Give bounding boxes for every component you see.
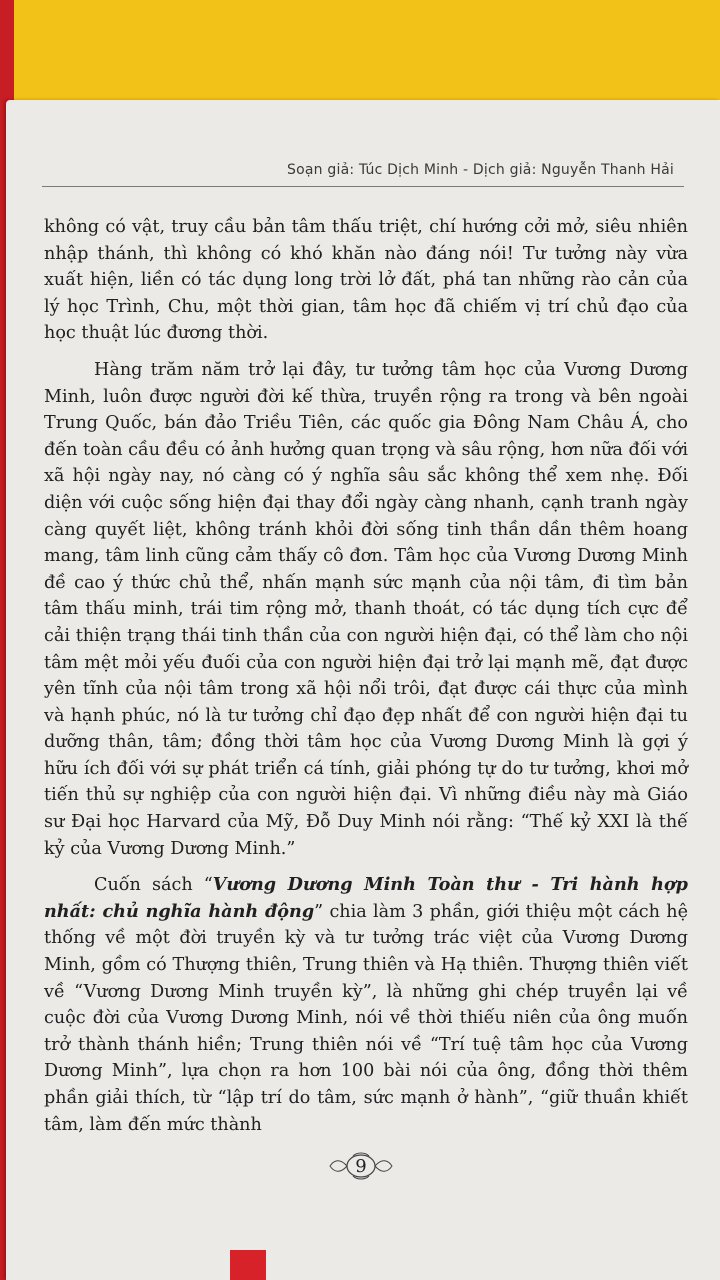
page-number <box>326 1150 396 1182</box>
book-title: Vương Dương Minh Toàn thư - Tri hành hợp nhất: chủ nghĩa hành động <box>44 874 688 922</box>
paragraph-1: không có vật, truy cầu bản tâm thấu triệt, chí hướng cởi mở, siêu nhiên nhập thánh, thì không có khó khăn nào đáng nói! Tư tưởng này vừa xuất hiện, liền có tác dụng long trời lở đất, phá tan những rào cản của lý học Trình, Chu, một thời gian, tâm học đã chiếm vị trí chủ đạo của học thuật lúc đương thời. <box>44 217 688 344</box>
body-text <box>44 214 688 1138</box>
page-number-value: 9 <box>355 1155 367 1177</box>
paragraph-3-lead: Cuốn sách “ <box>94 875 213 896</box>
paragraph-2: Hàng trăm năm trở lại đây, tư tưởng tâm học của Vương Dương Minh, luôn được người đời kế thừa, truyền rộng ra trong và bên ngoài Trung Quốc, bán đảo Triều Tiên, các quốc gia Đông Nam Châu Á, cho đến toàn cầu đều có ảnh hưởng quan trọng và sâu rộng, hơn nữa đối với xã hội ngày nay, nó càng có ý nghĩa sâu sắc không thể xem nhẹ. Đối diện với cuộc sống hiện đại thay đổi ngày càng nhanh, cạnh tranh ngày càng quyết liệt, không tránh khỏi đời sống tinh thần dần thêm hoang mang, tâm linh cũng cảm thấy cô đơn. Tâm học của Vương Dương Minh đề cao ý thức chủ thể, nhấn mạnh sức mạnh của nội tâm, đi tìm bản tâm thấu minh, trái tim rộng mở, thanh thoát, có tác dụng tích cực để cải thiện trạng thái tinh thần của con người hiện đại, có thể làm cho nội tâm mệt mỏi yếu đuối của con người hiện đại trở lại mạnh mẽ, đạt được yên tĩnh của nội tâm trong xã hội nổi trôi, đạt được cái thực của mình và hạnh phúc, nó là tư tưởng chỉ đạo đẹp nhất để con người hiện đại tu dưỡng thân, tâm; đồng thời tâm học của Vương Dương Minh là gợi ý hữu ích đối với sự phát triển cá tính, giải phóng tự do tư tưởng, khơi mở tiến thủ sự nghiệp của con người hiện đại. Vì những điều này mà Giáo sư Đại học Harvard của Mỹ, Đỗ Duy Minh nói rằng: “Thế kỷ XXI là thế kỷ của Vương Dương Minh.” <box>44 359 688 859</box>
paragraph-3-rest: ” chia làm 3 phần, giới thiệu một cách hệ thống về một đời truyền kỳ và tư tưởng trác việt của Vương Dương Minh, gồm có Thượng thiên, Trung thiên và Hạ thiên. Thượng thiên viết về “Vương Dương Minh truyền kỳ”, là những ghi chép truyền lại về cuộc đời của Vương Dương Minh, nói về thời thiếu niên của ông muốn trở thành thánh hiền; Trung thiên nói về “Trí tuệ tâm học của Vương Dương Minh”, lựa chọn ra hơn 100 bài nói của ông, đồng thời thêm phần giải thích, từ “lập trí do tâm, sức mạnh ở hành”, “giữ thuần khiết tâm, làm đến mức thành <box>44 901 688 1135</box>
bookmark-ribbon <box>230 1250 266 1280</box>
running-header: Soạn giả: Túc Dịch Minh - Dịch giả: Nguyễn Thanh Hải <box>287 162 674 178</box>
book-page <box>6 100 720 1280</box>
paragraph-3 <box>44 872 688 1138</box>
header-divider <box>42 186 684 187</box>
